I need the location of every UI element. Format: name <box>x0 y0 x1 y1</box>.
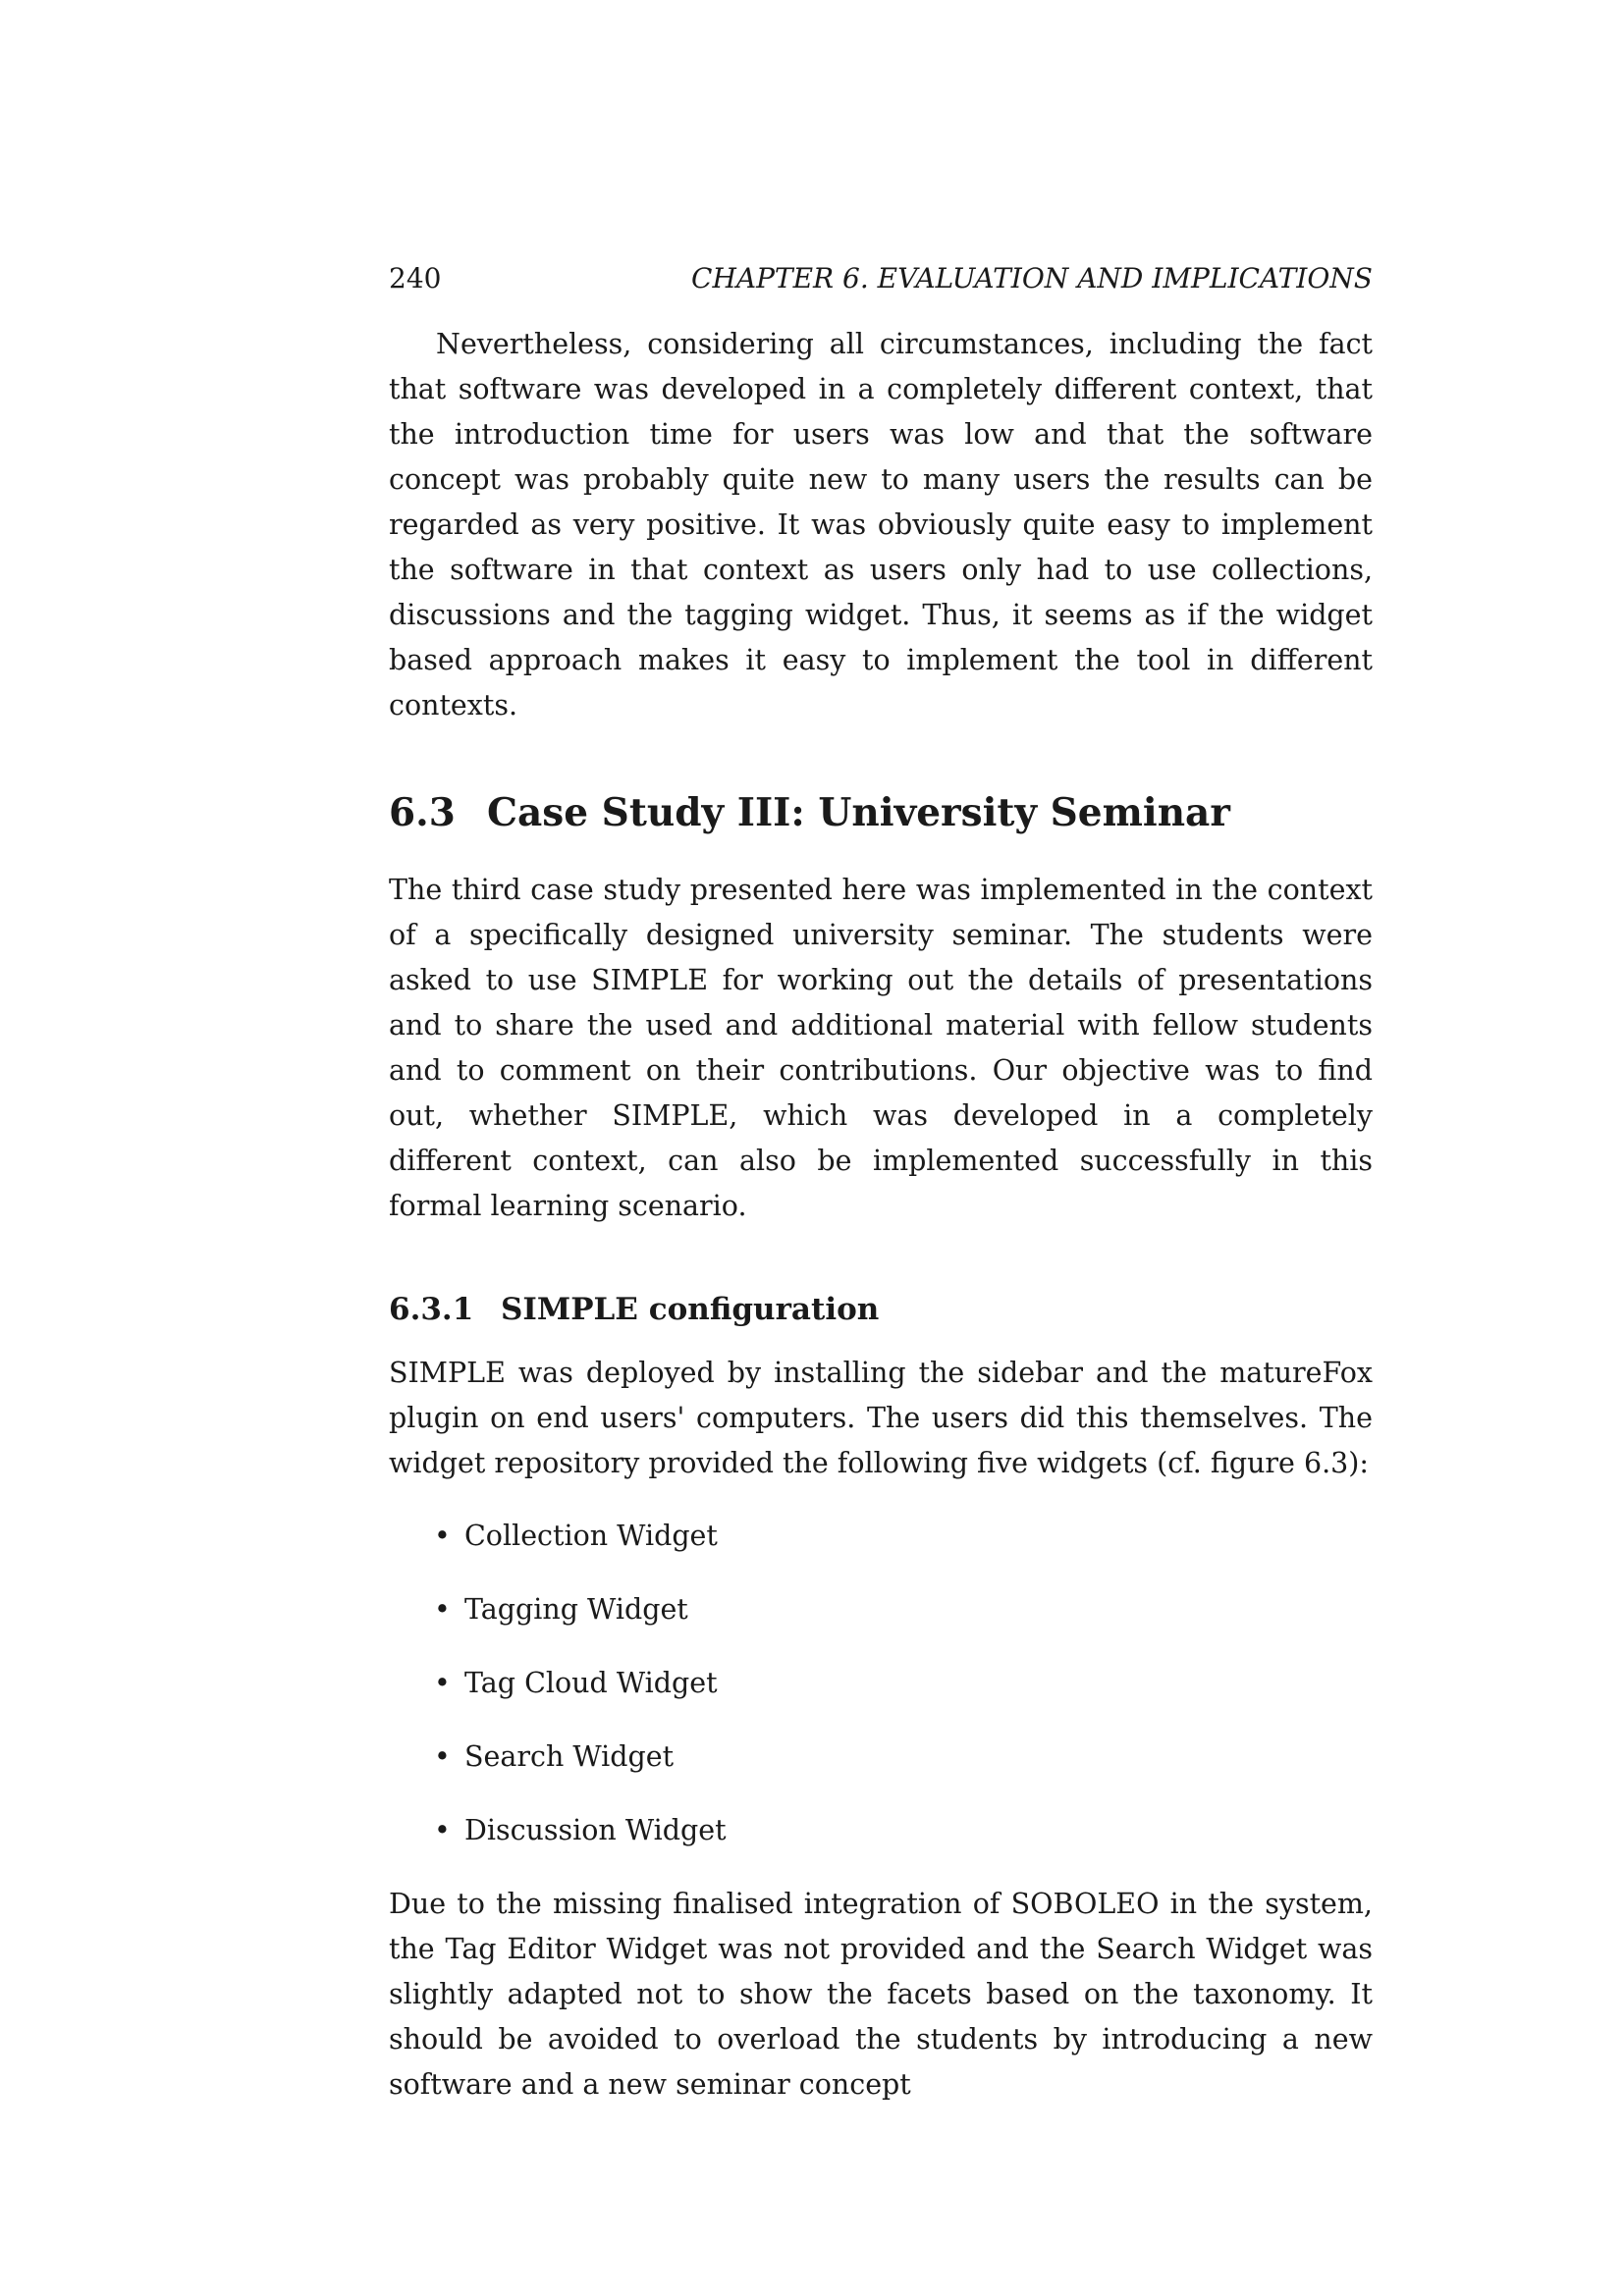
list-item-text: Tag Cloud Widget <box>464 1667 718 1699</box>
list-item-text: Discussion Widget <box>464 1814 727 1846</box>
list-item <box>389 1661 1373 1706</box>
subsection-title: SIMPLE configuration <box>501 1292 880 1327</box>
body-paragraph-2: The third case study presented here was implemented in the context of a specifically designed university seminar. The students were asked to use SIMPLE for working out the details of presentations and to share the used and additional material with fellow students and to comment on their contributions. Our objective was to find out, whether SIMPLE, which was developed in a completely different context, can also be implemented successfully in this formal learning scenario. <box>389 874 1373 1222</box>
document-page <box>389 257 1373 2108</box>
bullet-icon: • <box>434 1740 451 1773</box>
body-paragraph-4: Due to the missing finalised integration of SOBOLEO in the system, the Tag Editor Widget was not provided and the Search Widget was slightly adapted not to show the facets based on the taxonomy. It should be avoided to overload the students by introducing a new software and a new seminar concept <box>389 1888 1373 2101</box>
list-item <box>389 1735 1373 1780</box>
section-title: Case Study III: University Seminar <box>487 790 1230 835</box>
chapter-running-title: CHAPTER 6. EVALUATION AND IMPLICATIONS <box>691 262 1373 294</box>
section-number: 6.3 <box>389 790 456 835</box>
bullet-icon: • <box>434 1814 451 1846</box>
subsection-number: 6.3.1 <box>389 1292 474 1327</box>
list-item-text: Search Widget <box>464 1740 675 1773</box>
bullet-icon: • <box>434 1593 451 1626</box>
section-heading <box>389 785 1373 840</box>
list-item-text: Tagging Widget <box>464 1593 688 1626</box>
subsection-heading <box>389 1288 1373 1331</box>
body-paragraph-3: SIMPLE was deployed by installing the sidebar and the matureFox plugin on end users' computers. The users did this themselves. The widget repository provided the following five widgets (cf. figure 6.3): <box>389 1357 1373 1479</box>
running-header <box>389 257 1373 300</box>
list-item <box>389 1587 1373 1632</box>
bullet-icon: • <box>434 1667 451 1699</box>
list-item-text: Collection Widget <box>464 1520 718 1552</box>
bullet-icon: • <box>434 1520 451 1552</box>
list-item <box>389 1514 1373 1559</box>
list-item <box>389 1808 1373 1853</box>
widget-list <box>389 1514 1373 1853</box>
body-paragraph-1: Nevertheless, considering all circumstances, including the fact that software was developed in a completely different context, that the introduction time for users was low and that the software concept was probably quite new to many users the results can be regarded as very positive. It was obviously quite easy to implement the software in that context as users only had to use collections, discussions and the tagging widget. Thus, it seems as if the widget based approach makes it easy to implement the tool in different contexts. <box>389 328 1373 721</box>
page-number: 240 <box>389 262 442 294</box>
